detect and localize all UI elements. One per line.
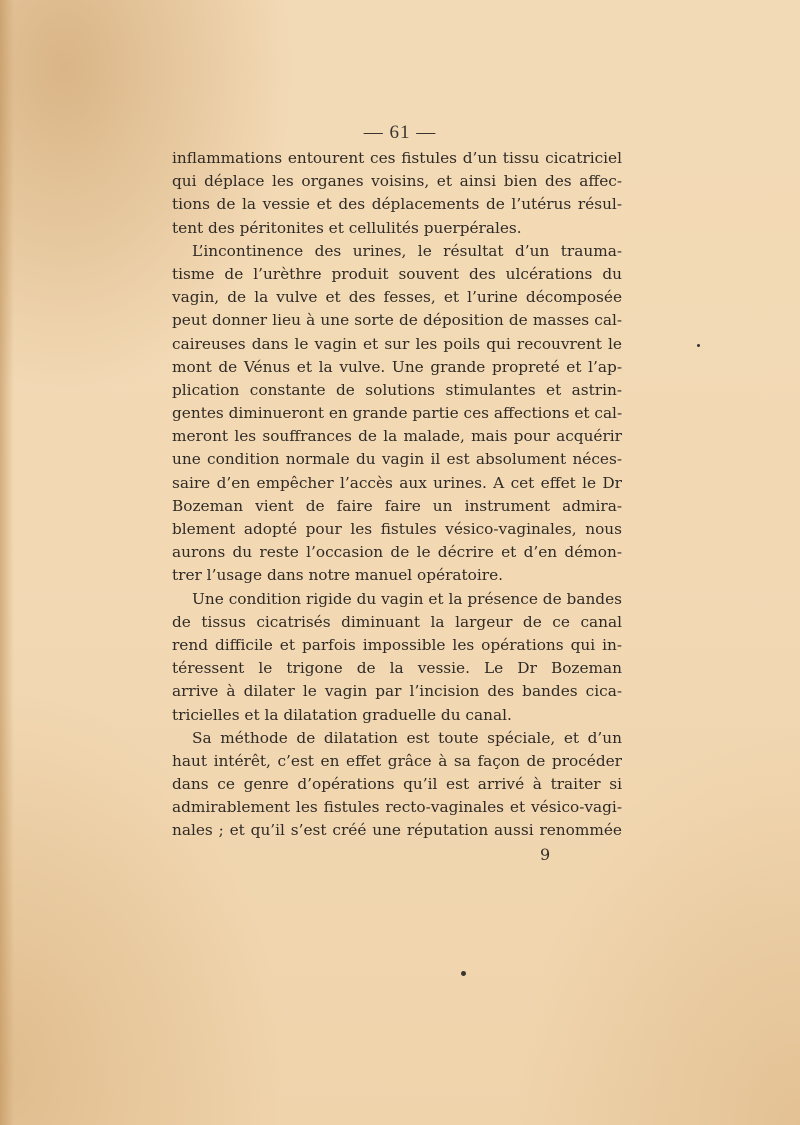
text-line: plication constante de solutions stimulantes et astrin- xyxy=(172,380,622,399)
text-line: vagin, de la vulve et des fesses, et l’urine décomposée xyxy=(172,288,622,307)
text-line: peut donner lieu à une sorte de déposition de masses cal- xyxy=(172,311,622,330)
text-line: caireuses dans le vagin et sur les poils qui recouvrent le xyxy=(172,334,622,353)
text-line: saire d’en empêcher l’accès aux urines. A cet effet le Dr xyxy=(172,473,622,492)
text-line: rend difficile et parfois impossible les opérations qui in- xyxy=(172,635,622,654)
ink-speck xyxy=(697,344,700,347)
text-line: une condition normale du vagin il est absolument néces- xyxy=(172,450,622,469)
body-text xyxy=(172,147,622,843)
text-line: Sa méthode de dilatation est toute spéciale, et d’un xyxy=(192,728,622,747)
text-line: blement adopté pour les fistules vésico-vaginales, nous xyxy=(172,520,622,538)
text-line: inflammations entourent ces fistules d’un tissu cicatriciel xyxy=(172,149,622,167)
text-line: mont de Vénus et la vulve. Une grande propreté et l’ap- xyxy=(172,357,622,376)
text-line: aurons du reste l’occasion de le décrire et d’en démon- xyxy=(172,543,622,562)
text-line: haut intérêt, c’est en effet grâce à sa façon de procéder xyxy=(172,751,622,770)
text-line: meront les souffrances de la malade, mais pour acquérir xyxy=(172,427,622,446)
text-line: nales ; et qu’il s’est créé une réputation aussi renommée xyxy=(172,821,622,840)
text-line: Bozeman vient de faire faire un instrument admira- xyxy=(172,496,622,515)
text-line: tisme de l’urèthre produit souvent des ulcérations du xyxy=(172,264,622,283)
text-line: gentes diminueront en grande partie ces affections et cal- xyxy=(172,404,623,423)
text-line: admirablement les fistules recto-vaginales et vésico-vagi- xyxy=(172,798,622,817)
text-line: téressent le trigone de la vessie. Le Dr Bozeman xyxy=(172,659,622,678)
text-line: dans ce genre d’opérations qu’il est arrivé à traiter si xyxy=(172,775,622,794)
text-line: tions de la vessie et des déplacements de l’utérus résul- xyxy=(172,195,622,214)
text-line: arrive à dilater le vagin par l’incision des bandes cica- xyxy=(172,682,622,701)
signature-mark: 9 xyxy=(540,845,551,864)
text-line: Une condition rigide du vagin et la présence de bandes xyxy=(192,589,622,608)
ink-speck xyxy=(461,971,466,976)
text-line: L’incontinence des urines, le résultat d’un trauma- xyxy=(192,241,622,260)
text-line: tent des péritonites et cellulités puerpérales. xyxy=(172,218,522,237)
text-line: tricielles et la dilatation graduelle du canal. xyxy=(172,705,512,724)
page-edge-shadow xyxy=(0,0,14,1125)
text-line: qui déplace les organes voisins, et ainsi bien des affec- xyxy=(172,172,622,191)
text-line: trer l’usage dans notre manuel opératoire. xyxy=(172,566,503,585)
page-number: — 61 — xyxy=(363,122,437,143)
text-line: de tissus cicatrisés diminuant la largeur de ce canal xyxy=(172,612,622,631)
